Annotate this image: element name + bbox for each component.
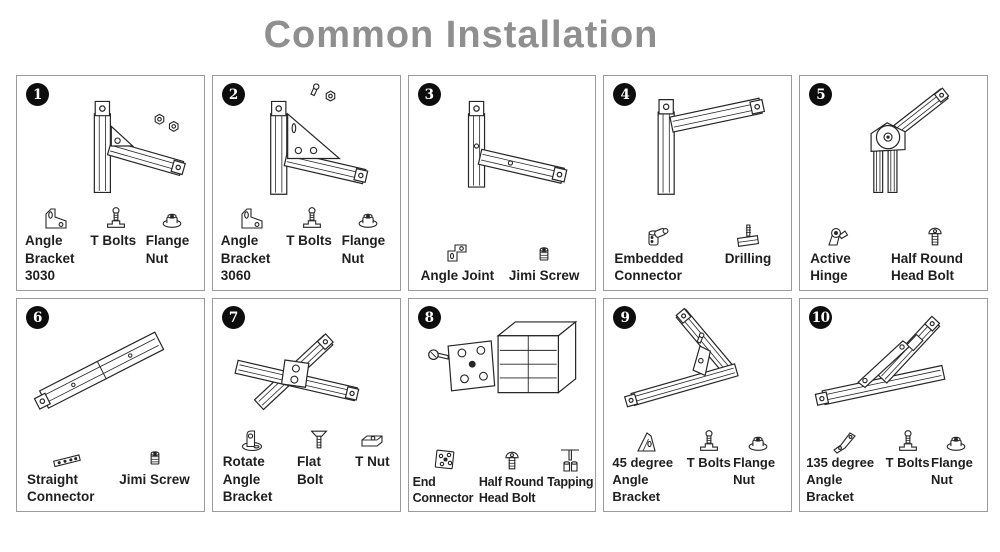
drilling-icon [725,216,772,250]
page-title: Common Installation [263,14,659,56]
part-label: Straight Connector [27,471,95,505]
jimi-screw-icon [509,233,580,267]
t-bolt-icon [687,421,731,455]
part-label: 135 degree Angle Bracket [806,455,875,505]
135-degree-angle-bracket-icon [806,421,884,455]
part-label: Jimi Screw [508,268,580,284]
part-label: Active Hinge [810,250,851,284]
part-label: Drilling [724,250,772,266]
half-round-head-bolt-icon [479,440,545,474]
panel-number-badge: 9 [613,306,636,329]
panel-4 [603,75,792,291]
part-label: Flange Nut [931,455,973,488]
flange-nut-icon [342,198,394,232]
panel-number-badge: 2 [222,83,245,106]
t-nut-icon [355,419,390,453]
part-label: T Bolts [885,455,930,471]
angle-bracket-icon [25,198,87,232]
flange-nut-icon [931,421,981,455]
flange-nut-icon [733,421,783,455]
rotate-angle-bracket-icon [223,419,283,453]
part-label: Jimi Screw [119,471,190,487]
part-label: Flange Nut [341,233,386,266]
angle-bracket-icon [221,198,283,232]
panel-grid [0,75,1000,512]
panel-number-badge: 3 [418,83,441,106]
t-bolt-icon [886,421,930,455]
part-label: Embedded Connector [614,250,684,284]
panel-9 [603,298,792,512]
panel-2 [212,75,401,291]
straight-connector-icon [27,437,107,471]
panel-number-badge: 7 [222,306,245,329]
part-label: Flange Nut [733,455,776,488]
panel-8 [408,298,597,512]
t-bolt-icon [286,198,338,232]
part-label: T Bolts [686,455,731,471]
panel-10 [799,298,988,512]
part-label: Angle Bracket 3030 [25,233,75,284]
panel-number-badge: 1 [26,83,49,106]
panel-1 [16,75,205,291]
panel-number-badge: 6 [26,306,49,329]
part-label: 45 degree Angle Bracket [612,455,674,505]
t-bolt-icon [90,198,142,232]
part-label: Half Round Head Bolt [478,474,544,505]
panel-5 [799,75,988,291]
part-label: T Bolts [90,233,137,249]
panel-6 [16,298,205,512]
tapping-icon [547,440,593,474]
part-label: Angle Bracket 3060 [220,233,271,284]
panel-number-badge: 5 [809,83,832,106]
part-label: End Connector [412,474,474,505]
panel-3 [408,75,597,291]
panel-number-badge: 4 [613,83,636,106]
part-label: Flat Bolt [296,454,324,487]
part-label: T Bolts [286,233,332,249]
embedded-connector-icon [614,216,700,250]
panel-7 [212,298,401,512]
half-round-head-bolt-icon [891,216,979,250]
flat-bolt-icon [297,419,341,453]
part-label: Rotate Angle Bracket [222,454,273,505]
jimi-screw-icon [119,437,190,471]
end-connector-icon [413,440,477,474]
panel-number-badge: 8 [418,306,441,329]
part-label: Flange Nut [145,233,190,266]
part-label: Tapping [547,474,594,489]
panel-number-badge: 10 [809,306,832,329]
flange-nut-icon [146,198,198,232]
part-label: Half Round Head Bolt [891,250,963,284]
active-hinge-icon [810,216,866,250]
part-label: Angle Joint [420,268,495,284]
45-degree-angle-bracket-icon [612,421,684,455]
angle-joint-icon [421,233,495,267]
part-label: T Nut [355,454,390,470]
